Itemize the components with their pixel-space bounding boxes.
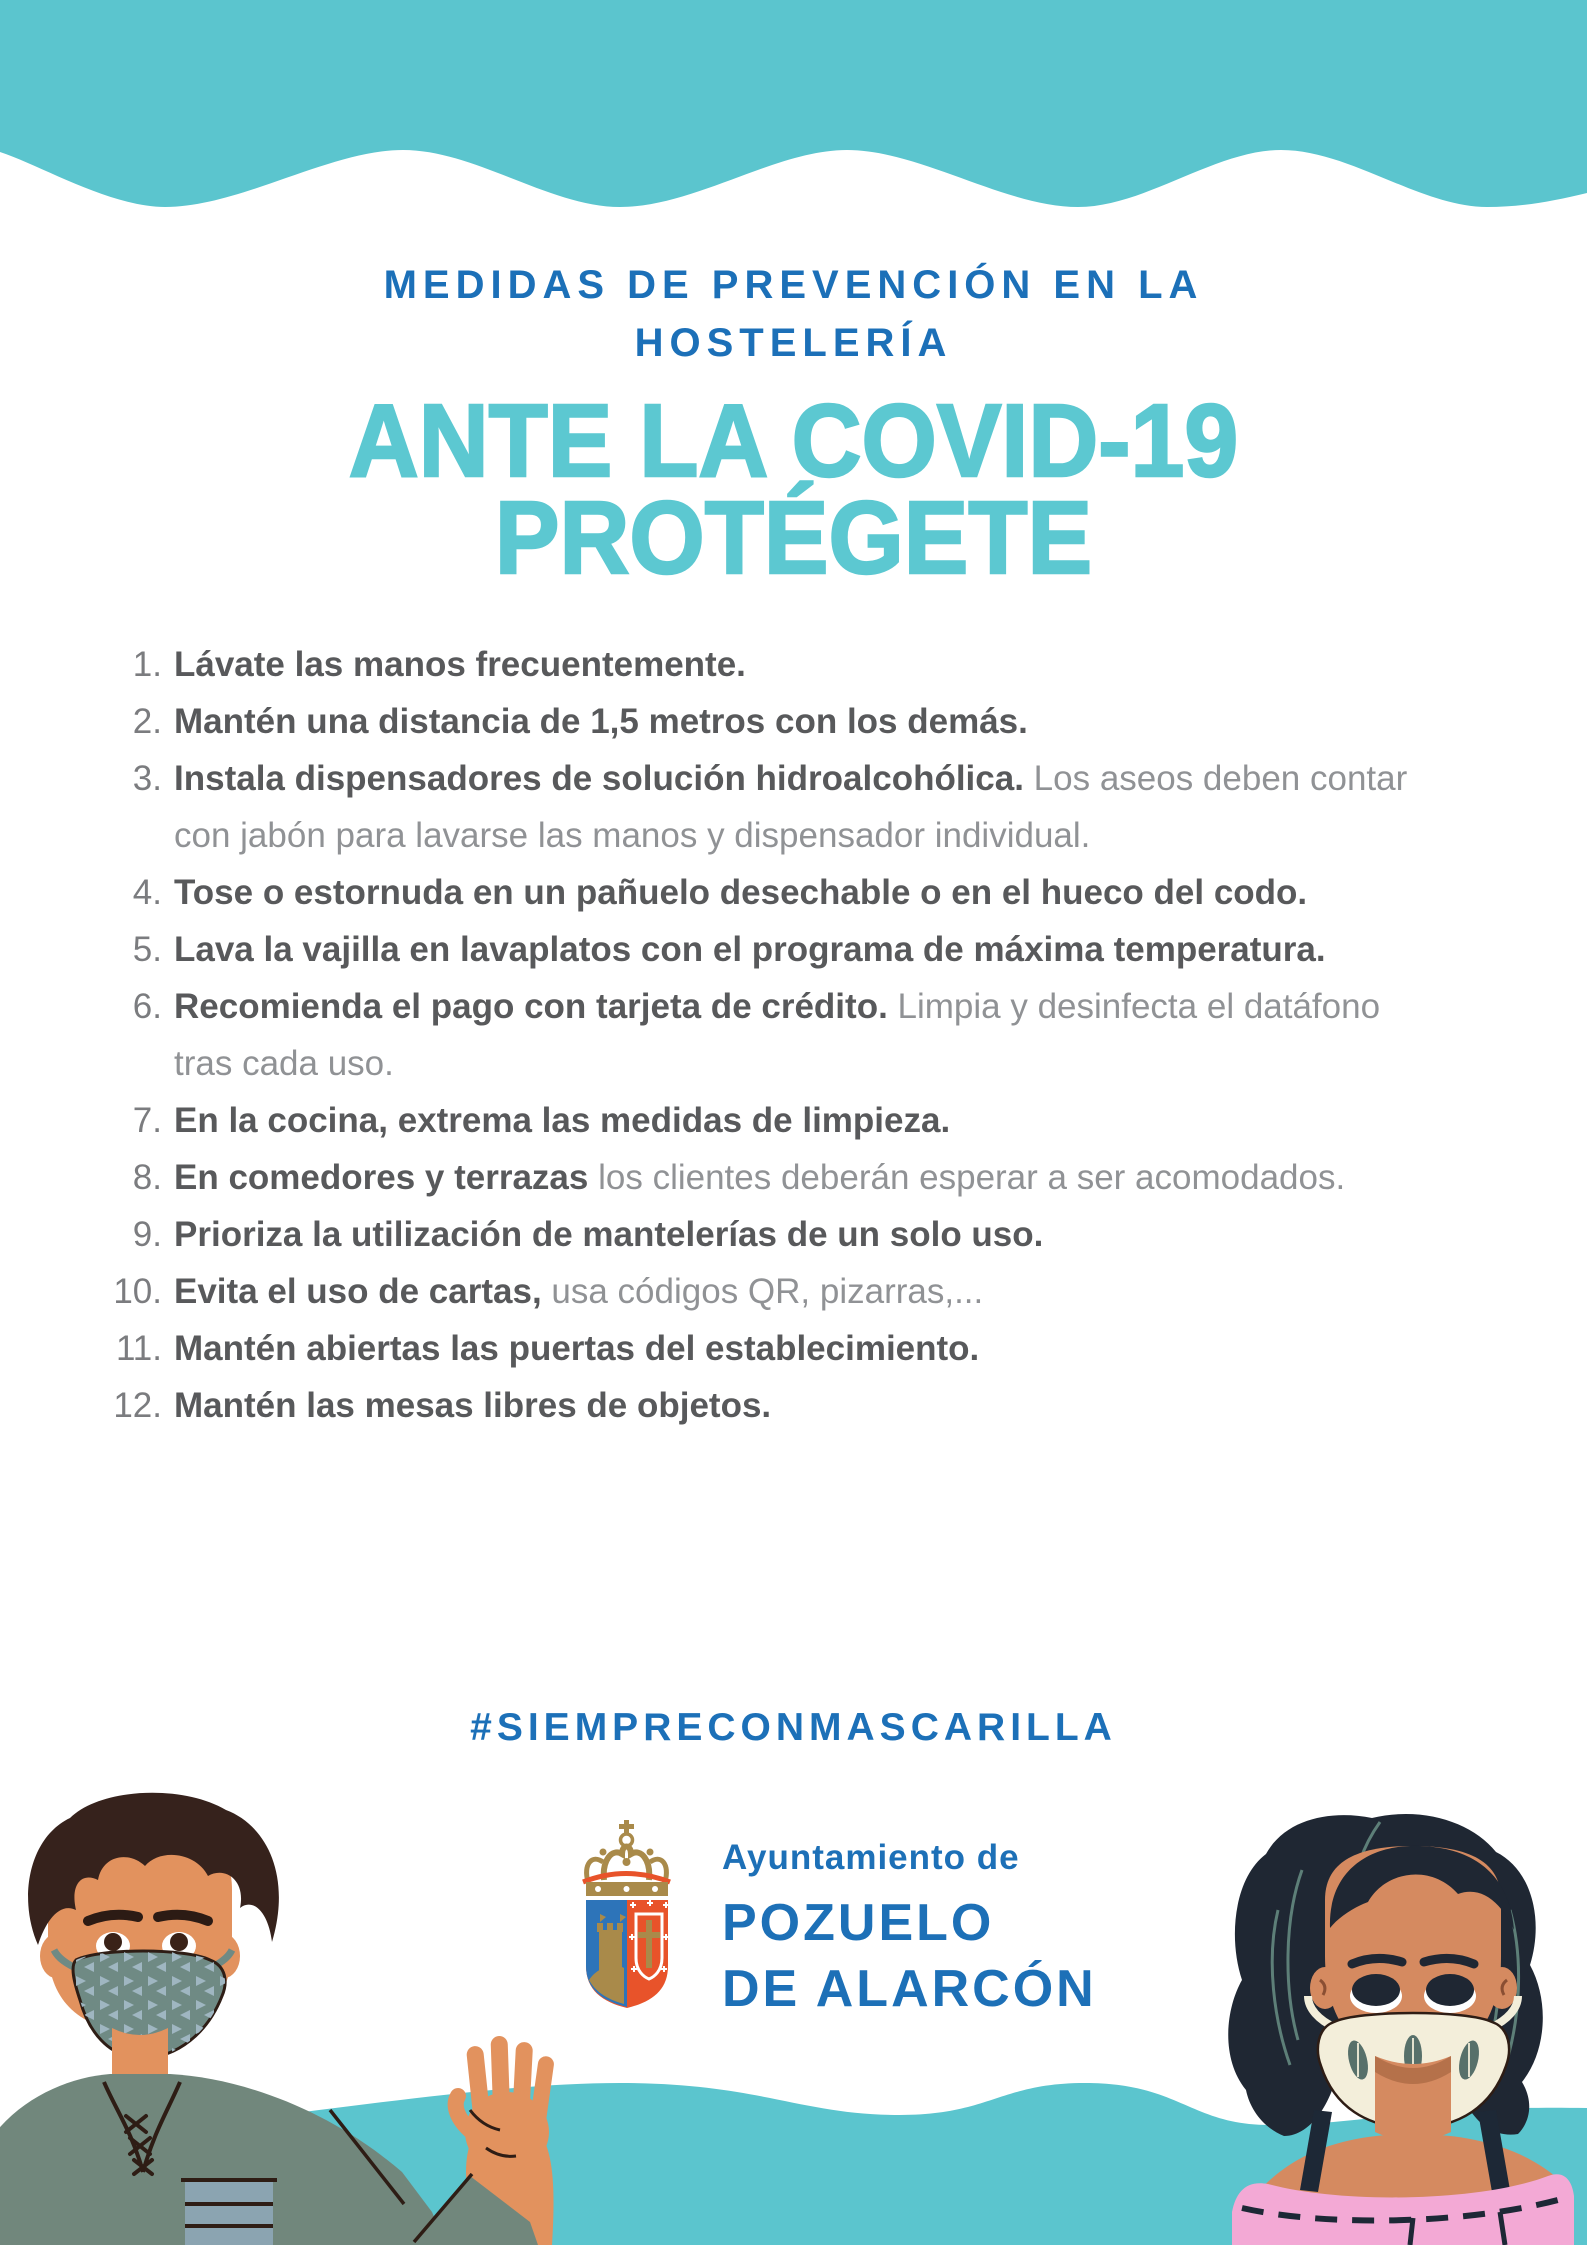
top-wave-decoration xyxy=(0,0,1587,210)
list-item xyxy=(60,750,1460,864)
prevention-measures-list xyxy=(60,636,1460,1434)
item-number: 9. xyxy=(132,1215,162,1254)
item-number: 11. xyxy=(115,1329,162,1368)
hashtag: #SIEMPRECONMASCARILLA xyxy=(470,1706,1117,1749)
item-text-bold: Lávate las manos frecuentemente. xyxy=(174,645,746,684)
list-item xyxy=(60,636,1460,693)
list-item xyxy=(60,1263,1460,1320)
logo-line-de-alarcon: DE ALARCÓN xyxy=(722,1960,1097,2018)
item-text-bold: En la cocina, extrema las medidas de limpieza. xyxy=(174,1101,951,1140)
item-text-regular: Los aseos deben contar con jabón para lavarse las manos y dispensador individual. xyxy=(174,759,1408,855)
poster-kicker xyxy=(0,256,1587,372)
item-number: 2. xyxy=(132,702,162,741)
man-with-mask-illustration xyxy=(0,1780,600,2245)
item-text-bold: Prioriza la utilización de mantelerías de un solo uso. xyxy=(174,1215,1044,1254)
item-text-regular: usa códigos QR, pizarras,... xyxy=(541,1272,984,1311)
item-text-regular: los clientes deberán esperar a ser acomodados. xyxy=(588,1158,1346,1197)
item-number: 4. xyxy=(132,873,162,912)
item-number: 1. xyxy=(132,645,162,684)
item-number: 7. xyxy=(132,1101,162,1140)
item-text-bold: Recomienda el pago con tarjeta de crédito. xyxy=(174,987,888,1026)
municipality-logo xyxy=(570,1818,1097,2022)
item-text-bold: Mantén abiertas las puertas del establecimiento. xyxy=(174,1329,980,1368)
item-text-bold: En comedores y terrazas xyxy=(174,1158,589,1197)
item-number: 6. xyxy=(132,987,162,1026)
list-item xyxy=(60,921,1460,978)
logo-line-ayuntamiento: Ayuntamiento de xyxy=(722,1838,1020,1877)
list-item xyxy=(60,1320,1460,1377)
list-item xyxy=(60,978,1460,1092)
item-number: 8. xyxy=(132,1158,162,1197)
item-text-bold: Mantén las mesas libres de objetos. xyxy=(174,1386,772,1425)
list-item xyxy=(60,1149,1460,1206)
title-line-2: PROTÉGETE xyxy=(494,480,1093,595)
item-text-bold: Tose o estornuda en un pañuelo desechable o en el hueco del codo. xyxy=(174,873,1308,912)
list-item xyxy=(60,1092,1460,1149)
poster-title xyxy=(48,383,1540,595)
list-item xyxy=(60,1377,1460,1434)
list-item xyxy=(60,693,1460,750)
list-item xyxy=(60,864,1460,921)
item-text-bold: Lava la vajilla en lavaplatos con el programa de máxima temperatura. xyxy=(174,930,1326,969)
title-line-1: ANTE LA COVID-19 xyxy=(348,383,1239,498)
kicker-line-2: HOSTELERÍA xyxy=(634,321,953,365)
item-text-regular: Limpia y desinfecta el datáfono tras cada uso. xyxy=(174,987,1381,1083)
item-text-bold: Mantén una distancia de 1,5 metros con los demás. xyxy=(174,702,1028,741)
item-text-bold: Evita el uso de cartas, xyxy=(174,1272,542,1311)
item-text-bold: Instala dispensadores de solución hidroalcohólica. xyxy=(174,759,1024,798)
item-number: 5. xyxy=(132,930,162,969)
list-item xyxy=(60,1206,1460,1263)
logo-text xyxy=(722,1818,1097,2022)
logo-line-pozuelo: POZUELO xyxy=(722,1894,995,1952)
item-number: 3. xyxy=(132,759,162,798)
kicker-line-1: MEDIDAS DE PREVENCIÓN EN LA xyxy=(383,263,1204,307)
woman-with-mask-illustration xyxy=(1180,1760,1587,2245)
item-number: 10. xyxy=(113,1272,162,1311)
item-number: 12. xyxy=(113,1386,162,1425)
